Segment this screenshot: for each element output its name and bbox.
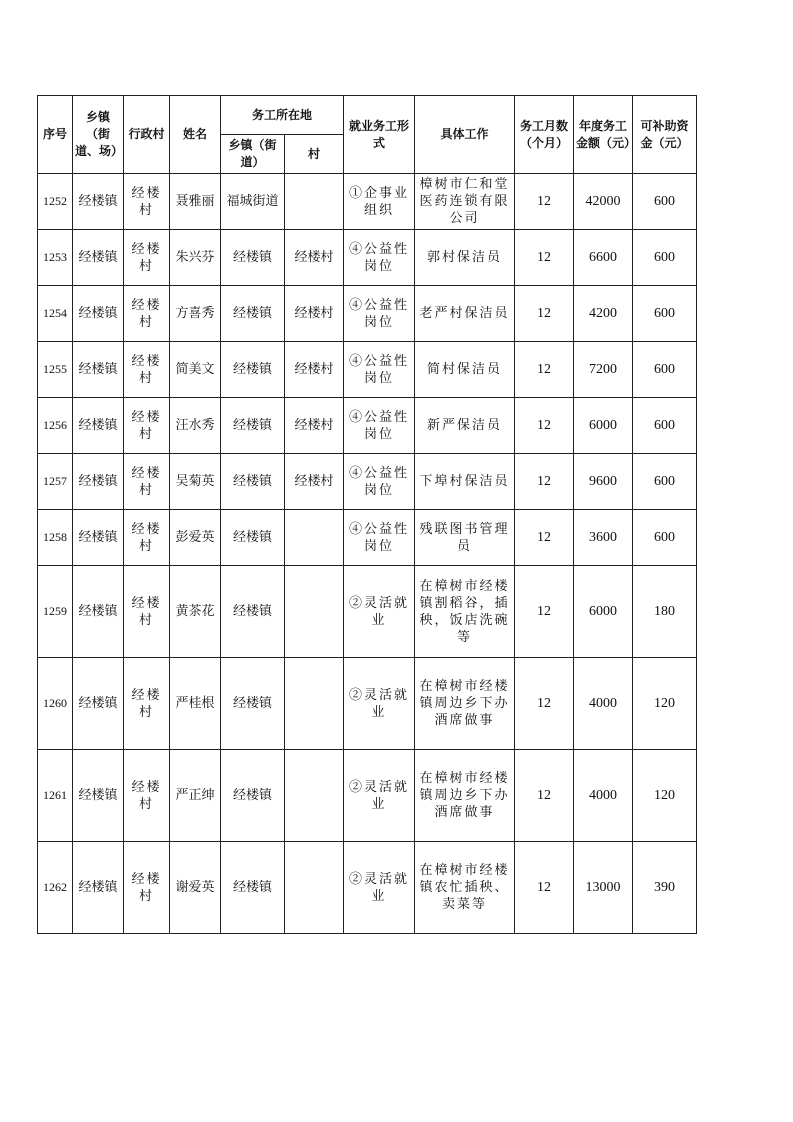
township-cell: 经楼镇 [73, 342, 124, 398]
work-village-cell: 经楼村 [285, 454, 344, 510]
months-cell: 12 [515, 398, 574, 454]
header-work-village: 村 [285, 135, 344, 174]
header-job: 具体工作 [415, 96, 515, 174]
work-village-cell: 经楼村 [285, 398, 344, 454]
header-village: 行政村 [124, 96, 170, 174]
work-township-cell: 经楼镇 [221, 286, 285, 342]
header-name: 姓名 [170, 96, 221, 174]
subsidy-cell: 600 [633, 230, 697, 286]
table-body [38, 174, 697, 934]
work-village-cell [285, 510, 344, 566]
work-township-cell: 经楼镇 [221, 566, 285, 658]
name-cell: 朱兴芬 [170, 230, 221, 286]
table-row [38, 842, 697, 934]
table-row [38, 454, 697, 510]
subsidy-cell: 600 [633, 454, 697, 510]
village-cell: 经楼村 [124, 230, 170, 286]
job-cell: 樟树市仁和堂医药连锁有限公司 [415, 174, 515, 230]
header-seq: 序号 [38, 96, 73, 174]
annual-income-cell: 3600 [574, 510, 633, 566]
table-row [38, 658, 697, 750]
name-cell: 简美文 [170, 342, 221, 398]
subsidy-table [37, 95, 697, 934]
name-cell: 严桂根 [170, 658, 221, 750]
village-cell: 经楼村 [124, 174, 170, 230]
months-cell: 12 [515, 230, 574, 286]
months-cell: 12 [515, 286, 574, 342]
table-row [38, 510, 697, 566]
name-cell: 方喜秀 [170, 286, 221, 342]
table-row [38, 342, 697, 398]
employment-form-cell: ②灵活就业 [344, 658, 415, 750]
subsidy-cell: 600 [633, 286, 697, 342]
name-cell: 吴菊英 [170, 454, 221, 510]
name-cell: 严正绅 [170, 750, 221, 842]
job-cell: 新严保洁员 [415, 398, 515, 454]
township-cell: 经楼镇 [73, 174, 124, 230]
job-cell: 在樟树市经楼镇周边乡下办酒席做事 [415, 750, 515, 842]
months-cell: 12 [515, 566, 574, 658]
name-cell: 彭爱英 [170, 510, 221, 566]
employment-form-cell: ④公益性岗位 [344, 454, 415, 510]
job-cell: 残联图书管理员 [415, 510, 515, 566]
work-village-cell [285, 658, 344, 750]
work-township-cell: 福城街道 [221, 174, 285, 230]
village-cell: 经楼村 [124, 454, 170, 510]
work-village-cell [285, 174, 344, 230]
job-cell: 简村保洁员 [415, 342, 515, 398]
township-cell: 经楼镇 [73, 658, 124, 750]
seq-cell: 1259 [38, 566, 73, 658]
seq-cell: 1252 [38, 174, 73, 230]
township-cell: 经楼镇 [73, 286, 124, 342]
township-cell: 经楼镇 [73, 230, 124, 286]
work-village-cell: 经楼村 [285, 286, 344, 342]
township-cell: 经楼镇 [73, 842, 124, 934]
village-cell: 经楼村 [124, 342, 170, 398]
work-village-cell: 经楼村 [285, 342, 344, 398]
months-cell: 12 [515, 454, 574, 510]
months-cell: 12 [515, 658, 574, 750]
work-township-cell: 经楼镇 [221, 342, 285, 398]
seq-cell: 1254 [38, 286, 73, 342]
employment-form-cell: ②灵活就业 [344, 750, 415, 842]
employment-form-cell: ④公益性岗位 [344, 230, 415, 286]
work-township-cell: 经楼镇 [221, 658, 285, 750]
work-village-cell [285, 750, 344, 842]
subsidy-cell: 180 [633, 566, 697, 658]
table-row [38, 286, 697, 342]
job-cell: 老严村保洁员 [415, 286, 515, 342]
name-cell: 聂雅丽 [170, 174, 221, 230]
village-cell: 经楼村 [124, 510, 170, 566]
annual-income-cell: 6000 [574, 398, 633, 454]
header-subsidy: 可补助资金（元） [633, 96, 697, 174]
name-cell: 谢爱英 [170, 842, 221, 934]
work-township-cell: 经楼镇 [221, 454, 285, 510]
subsidy-cell: 120 [633, 750, 697, 842]
annual-income-cell: 7200 [574, 342, 633, 398]
job-cell: 在樟树市经楼镇农忙插秧、卖菜等 [415, 842, 515, 934]
header-township: 乡镇（街道、场） [73, 96, 124, 174]
table-row [38, 174, 697, 230]
seq-cell: 1255 [38, 342, 73, 398]
employment-form-cell: ②灵活就业 [344, 566, 415, 658]
village-cell: 经楼村 [124, 750, 170, 842]
annual-income-cell: 4000 [574, 750, 633, 842]
work-village-cell: 经楼村 [285, 230, 344, 286]
annual-income-cell: 4200 [574, 286, 633, 342]
subsidy-cell: 600 [633, 342, 697, 398]
name-cell: 黄茶花 [170, 566, 221, 658]
header-work-township: 乡镇（街道） [221, 135, 285, 174]
work-township-cell: 经楼镇 [221, 842, 285, 934]
subsidy-cell: 600 [633, 510, 697, 566]
seq-cell: 1256 [38, 398, 73, 454]
seq-cell: 1258 [38, 510, 73, 566]
annual-income-cell: 13000 [574, 842, 633, 934]
township-cell: 经楼镇 [73, 454, 124, 510]
months-cell: 12 [515, 510, 574, 566]
township-cell: 经楼镇 [73, 398, 124, 454]
work-township-cell: 经楼镇 [221, 750, 285, 842]
name-cell: 汪水秀 [170, 398, 221, 454]
subsidy-cell: 120 [633, 658, 697, 750]
work-township-cell: 经楼镇 [221, 510, 285, 566]
subsidy-cell: 600 [633, 174, 697, 230]
work-township-cell: 经楼镇 [221, 230, 285, 286]
header-months: 务工月数（个月） [515, 96, 574, 174]
job-cell: 在樟树市经楼镇割稻谷，插秧，饭店洗碗等 [415, 566, 515, 658]
village-cell: 经楼村 [124, 842, 170, 934]
table-row [38, 566, 697, 658]
seq-cell: 1262 [38, 842, 73, 934]
village-cell: 经楼村 [124, 286, 170, 342]
employment-form-cell: ①企事业组织 [344, 174, 415, 230]
table-header [38, 96, 697, 174]
annual-income-cell: 9600 [574, 454, 633, 510]
subsidy-cell: 390 [633, 842, 697, 934]
table-row [38, 750, 697, 842]
township-cell: 经楼镇 [73, 566, 124, 658]
header-employment-form: 就业务工形式 [344, 96, 415, 174]
township-cell: 经楼镇 [73, 750, 124, 842]
months-cell: 12 [515, 750, 574, 842]
header-annual-income: 年度务工金额（元） [574, 96, 633, 174]
annual-income-cell: 4000 [574, 658, 633, 750]
work-township-cell: 经楼镇 [221, 398, 285, 454]
seq-cell: 1257 [38, 454, 73, 510]
employment-form-cell: ④公益性岗位 [344, 342, 415, 398]
work-village-cell [285, 566, 344, 658]
months-cell: 12 [515, 842, 574, 934]
employment-form-cell: ②灵活就业 [344, 842, 415, 934]
annual-income-cell: 6000 [574, 566, 633, 658]
employment-form-cell: ④公益性岗位 [344, 286, 415, 342]
annual-income-cell: 42000 [574, 174, 633, 230]
seq-cell: 1260 [38, 658, 73, 750]
village-cell: 经楼村 [124, 566, 170, 658]
village-cell: 经楼村 [124, 658, 170, 750]
subsidy-cell: 600 [633, 398, 697, 454]
table-row [38, 230, 697, 286]
seq-cell: 1253 [38, 230, 73, 286]
annual-income-cell: 6600 [574, 230, 633, 286]
township-cell: 经楼镇 [73, 510, 124, 566]
months-cell: 12 [515, 342, 574, 398]
employment-form-cell: ④公益性岗位 [344, 510, 415, 566]
header-work-location: 务工所在地 [221, 96, 344, 135]
job-cell: 郭村保洁员 [415, 230, 515, 286]
seq-cell: 1261 [38, 750, 73, 842]
job-cell: 下埠村保洁员 [415, 454, 515, 510]
table-row [38, 398, 697, 454]
village-cell: 经楼村 [124, 398, 170, 454]
employment-form-cell: ④公益性岗位 [344, 398, 415, 454]
job-cell: 在樟树市经楼镇周边乡下办酒席做事 [415, 658, 515, 750]
months-cell: 12 [515, 174, 574, 230]
work-village-cell [285, 842, 344, 934]
